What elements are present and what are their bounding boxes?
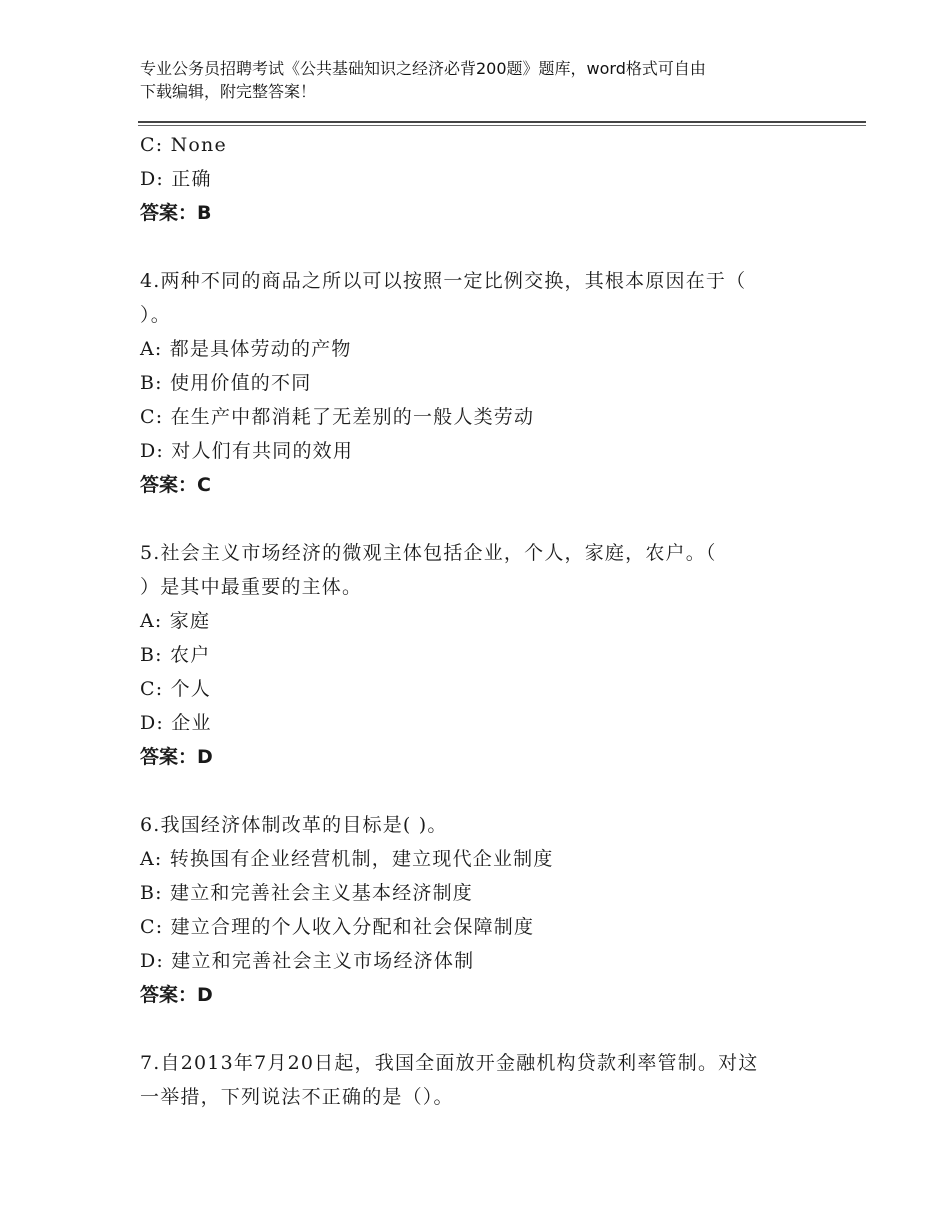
spacer [140, 230, 830, 264]
option-c: C: 在生产中都消耗了无差别的一般人类劳动 [140, 406, 535, 428]
question-block-5 [140, 536, 830, 774]
option-a: A: 家庭 [140, 610, 211, 632]
document-header [140, 57, 820, 103]
question-stem: ）是其中最重要的主体。 [140, 576, 363, 598]
spacer [140, 774, 830, 808]
answer-label: 答案：D [140, 746, 213, 768]
option-a: A: 转换国有企业经营机制，建立现代企业制度 [140, 848, 554, 870]
question-stem: 7.自2013年7月20日起，我国全面放开金融机构贷款利率管制。对这 [140, 1052, 759, 1074]
option-b: B: 农户 [140, 644, 211, 666]
option-c: C: 个人 [140, 678, 211, 700]
question-stem: 一举措，下列说法不正确的是（）。 [140, 1086, 454, 1108]
header-rule-thin [138, 125, 866, 126]
question-stem: ）。 [140, 304, 171, 326]
option-d: D: 正确 [140, 168, 212, 190]
option-d: D: 建立和完善社会主义市场经济体制 [140, 950, 475, 972]
header-line-2: 下载编辑，附完整答案！ [140, 82, 317, 101]
question-block-7 [140, 1046, 830, 1114]
answer-label: 答案：C [140, 474, 211, 496]
question-block-continued [140, 128, 830, 230]
option-d: D: 企业 [140, 712, 212, 734]
option-d: D: 对人们有共同的效用 [140, 440, 354, 462]
option-c: C: None [140, 134, 227, 156]
header-rule-thick [138, 121, 866, 123]
question-list [140, 128, 830, 1114]
question-block-4 [140, 264, 830, 502]
header-line-1: 专业公务员招聘考试《公共基础知识之经济必背200题》题库，word格式可自由 [140, 59, 706, 78]
question-stem: 6.我国经济体制改革的目标是( )。 [140, 814, 448, 836]
question-stem: 4.两种不同的商品之所以可以按照一定比例交换，其根本原因在于（ [140, 270, 747, 292]
spacer [140, 502, 830, 536]
question-block-6 [140, 808, 830, 1012]
spacer [140, 1012, 830, 1046]
answer-label: 答案：B [140, 202, 212, 224]
option-c: C: 建立合理的个人收入分配和社会保障制度 [140, 916, 535, 938]
option-b: B: 使用价值的不同 [140, 372, 312, 394]
option-a: A: 都是具体劳动的产物 [140, 338, 352, 360]
option-b: B: 建立和完善社会主义基本经济制度 [140, 882, 474, 904]
answer-label: 答案：D [140, 984, 213, 1006]
question-stem: 5.社会主义市场经济的微观主体包括企业，个人，家庭，农户。（ [140, 542, 717, 564]
